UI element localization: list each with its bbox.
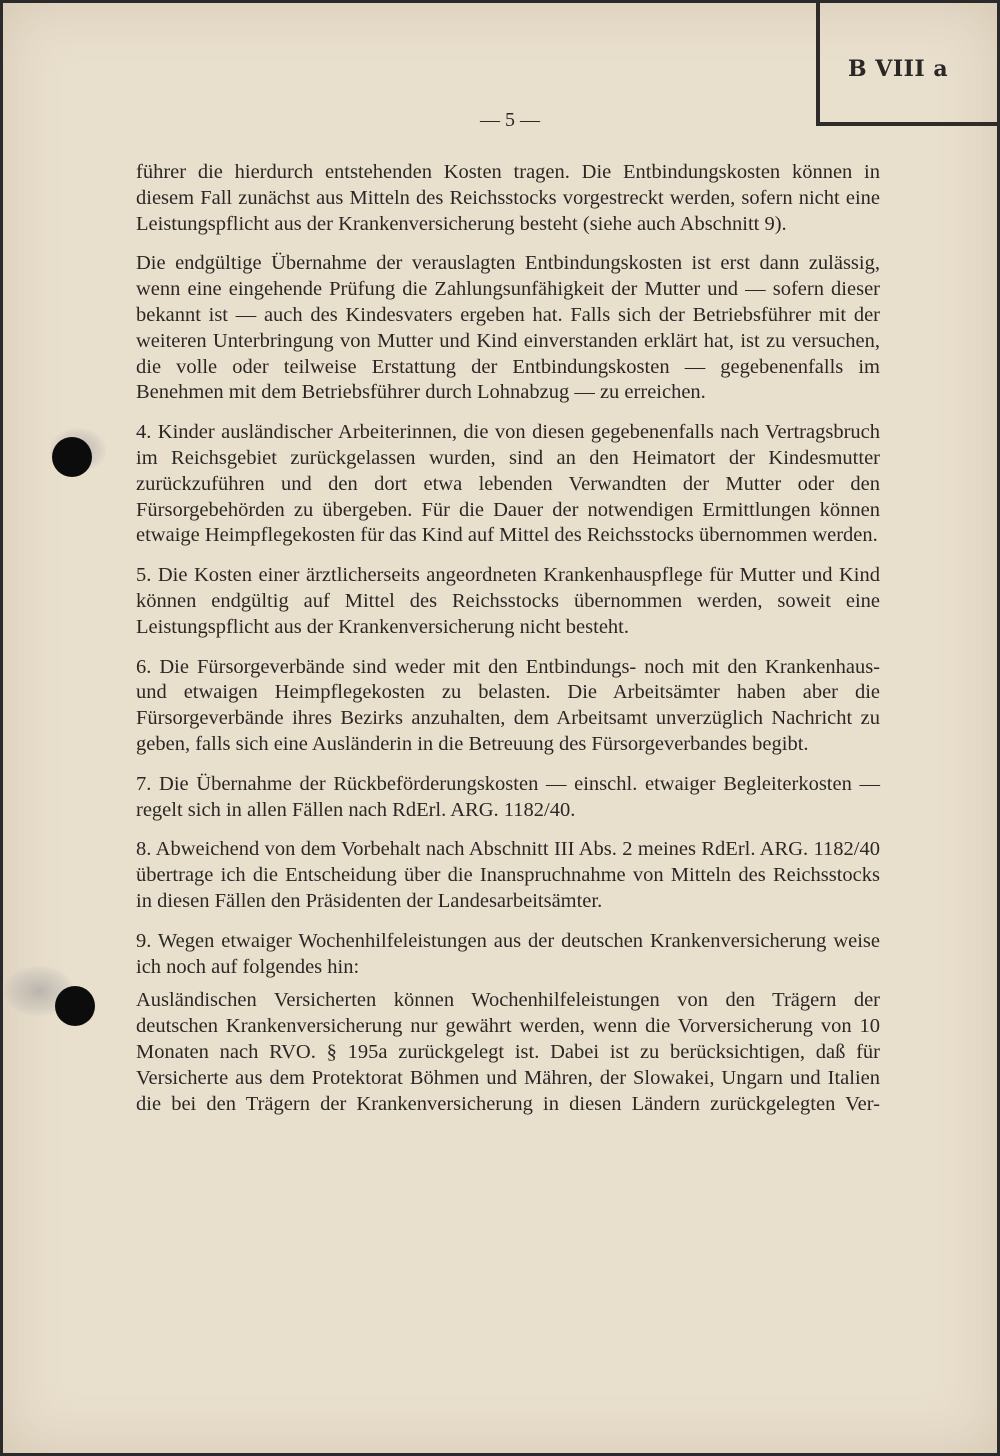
paragraph: führer die hierdurch entstehenden Kosten tragen. Die Entbindungskosten können in diesem Fall zunächst aus Mitteln des Reichsstocks vorgestreckt werden, sofern nicht eine Leistungspflicht aus der Krankenversicherung besteht (siehe auch Abschnitt 9). bbox=[136, 161, 880, 235]
paragraph-section-8: 8. Abweichend von dem Vorbehalt nach Abschnitt III Abs. 2 meines RdErl. ARG. 1182/40 übertrage ich die Entscheidung über die Inanspruchnahme von Mitteln des Reichsstocks in diesen Fällen den Präsidenten der Landesarbeitsämter. bbox=[136, 838, 880, 912]
paragraph-section-6: 6. Die Fürsorgeverbände sind weder mit den Entbindungs- noch mit den Krankenhaus- und etwaigen Heimpflegekosten zu belasten. Die Arbeitsämter haben aber die Fürsorgeverbände ihres Bezirks anzuhalten, dem Arbeitsamt unverzüglich Nachricht zu geben, falls sich eine Ausländerin in die Betreuung des Fürsorgeverbandes begibt. bbox=[136, 655, 880, 755]
document-code: B VIII a bbox=[848, 56, 949, 82]
page-number: — 5 — bbox=[480, 109, 540, 131]
paragraph-section-4: 4. Kinder ausländischer Arbeiterinnen, die von diesen gegebenenfalls nach Vertragsbruch im Reichsgebiet zurückgelassen wurden, sind an den Heimatort der Kindesmutter zurückzuführen und den dort etwa lebenden Verwandten der Mutter oder den Fürsorgebehörden zu übergeben. Für die Dauer der notwendigen Ermittlungen können etwaige Heimpflegekosten für das Kind auf Mittel des Reichsstocks übernommen werden. bbox=[136, 421, 880, 547]
punch-hole bbox=[55, 986, 95, 1026]
paragraph-section-5: 5. Die Kosten einer ärztlicherseits angeordneten Krankenhauspflege für Mutter und Kind können endgültig auf Mittel des Reichsstocks übernommen werden, soweit eine Leistungspflicht aus der Krankenversicherung nicht besteht. bbox=[136, 564, 880, 638]
body-text bbox=[136, 160, 880, 1131]
paragraph-section-9: 9. Wegen etwaiger Wochenhilfeleistungen aus der deutschen Krankenversicherung weise ich noch auf folgendes hin: bbox=[136, 929, 880, 978]
paragraph-continuation: Ausländischen Versicherten können Wochenhilfeleistungen von den Trägern der deutschen Krankenversicherung nur gewährt werden, wenn die Vorversicherung von 10 Monaten nach RVO. § 195a zurückgelegt ist. Dabei ist zu berücksichtigen, daß für Versicherte aus dem Protektorat Böhmen und Mähren, der Slowakei, Ungarn und Italien die bei den Trägern der Krankenversicherung in diesen Ländern zurückgelegten Ver- bbox=[136, 989, 880, 1115]
punch-hole bbox=[52, 437, 92, 477]
paragraph: Die endgültige Übernahme der verauslagten Entbindungskosten ist erst dann zulässig, wenn eine eingehende Prüfung die Zahlungsunfähigkeit der Mutter und — sofern dieser bekannt ist — auch des Kindesvaters ergeben hat. Falls sich der Betriebsführer mit der weiteren Unterbringung von Mutter und Kind einverstanden erklärt hat, ist zu versuchen, die volle oder teilweise Erstattung der Entbindungskosten — gegebenenfalls im Benehmen mit dem Betriebsführer durch Lohnabzug — zu erreichen. bbox=[136, 252, 880, 404]
paragraph-section-7: 7. Die Übernahme der Rückbeförderungskosten — einschl. etwaiger Begleiterkosten — regelt sich in allen Fällen nach RdErl. ARG. 1182/40. bbox=[136, 772, 880, 821]
